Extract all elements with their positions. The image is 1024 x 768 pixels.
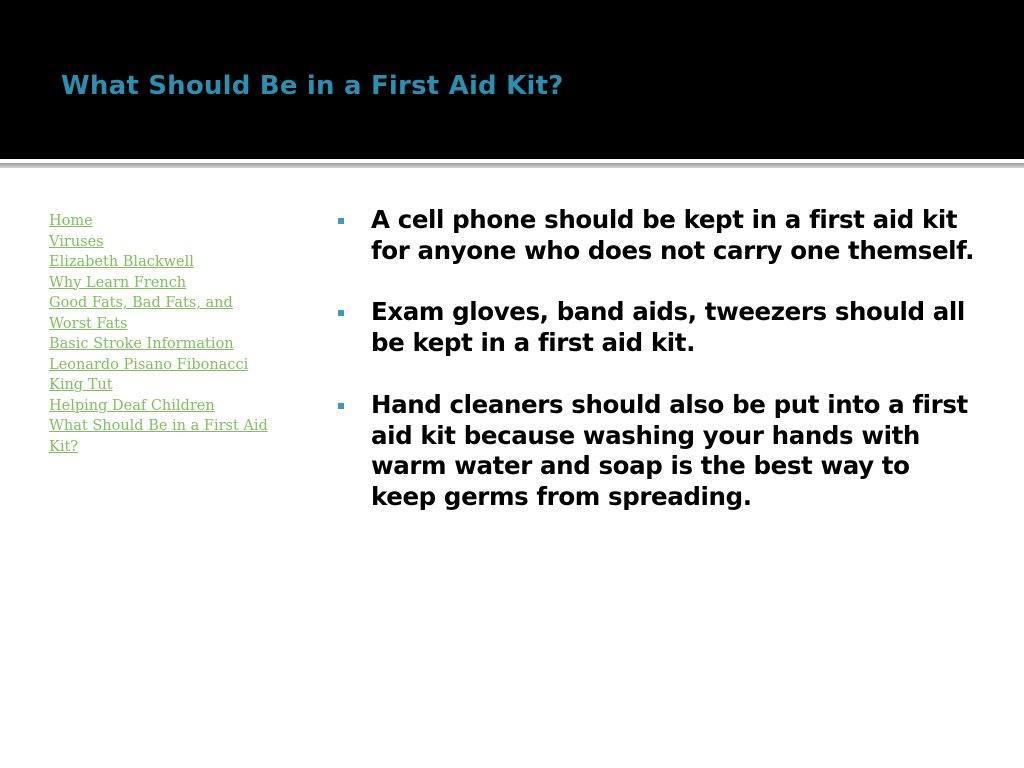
nav-item	[49, 334, 269, 355]
nav-item	[49, 211, 269, 232]
nav-item	[49, 355, 269, 376]
square-bullet-icon	[338, 403, 344, 409]
bullet-item	[336, 205, 976, 266]
bullet-text: Hand cleaners should also be put into a first aid kit because washing your hands with warm water and soap is the best way to keep germs from spreading.	[371, 389, 968, 511]
bullet-list	[336, 205, 976, 544]
nav-item	[49, 293, 269, 334]
nav-link-helping-deaf-children[interactable]: Helping Deaf Children	[49, 397, 215, 414]
nav-link-why-learn-french[interactable]: Why Learn French	[49, 274, 187, 291]
nav-item	[49, 375, 269, 396]
bullet-text: A cell phone should be kept in a first aid kit for anyone who does not carry one themself.	[371, 205, 974, 265]
nav-link-basic-stroke-information[interactable]: Basic Stroke Information	[49, 336, 234, 352]
nav-item	[49, 232, 269, 253]
bullet-text: Exam gloves, band aids, tweezers should all be kept in a first aid kit.	[371, 297, 965, 358]
nav-link-first-aid-kit[interactable]: What Should Be in a First Aid Kit?	[49, 418, 268, 455]
nav-item	[49, 416, 269, 457]
nav-item	[49, 273, 269, 294]
nav-link-king-tut[interactable]: King Tut	[49, 377, 113, 393]
square-bullet-icon	[338, 310, 344, 316]
nav-link-home[interactable]: Home	[49, 213, 93, 229]
nav-link-elizabeth-blackwell[interactable]: Elizabeth Blackwell	[49, 254, 194, 270]
nav-item	[49, 252, 269, 273]
nav-link-good-fats-bad-fats[interactable]: Good Fats, Bad Fats, and Worst Fats	[49, 295, 233, 332]
title-band	[0, 0, 1024, 159]
bullet-item	[336, 390, 976, 513]
nav-link-leonardo-pisano-fibonacci[interactable]: Leonardo Pisano Fibonacci	[49, 356, 249, 373]
nav-item	[49, 396, 269, 417]
nav-link-viruses[interactable]: Viruses	[49, 233, 104, 250]
bullet-item	[336, 297, 976, 358]
sidebar-nav	[49, 211, 269, 457]
header-divider	[0, 163, 1024, 168]
page-title: What Should Be in a First Aid Kit?	[61, 71, 564, 101]
square-bullet-icon	[338, 218, 344, 224]
